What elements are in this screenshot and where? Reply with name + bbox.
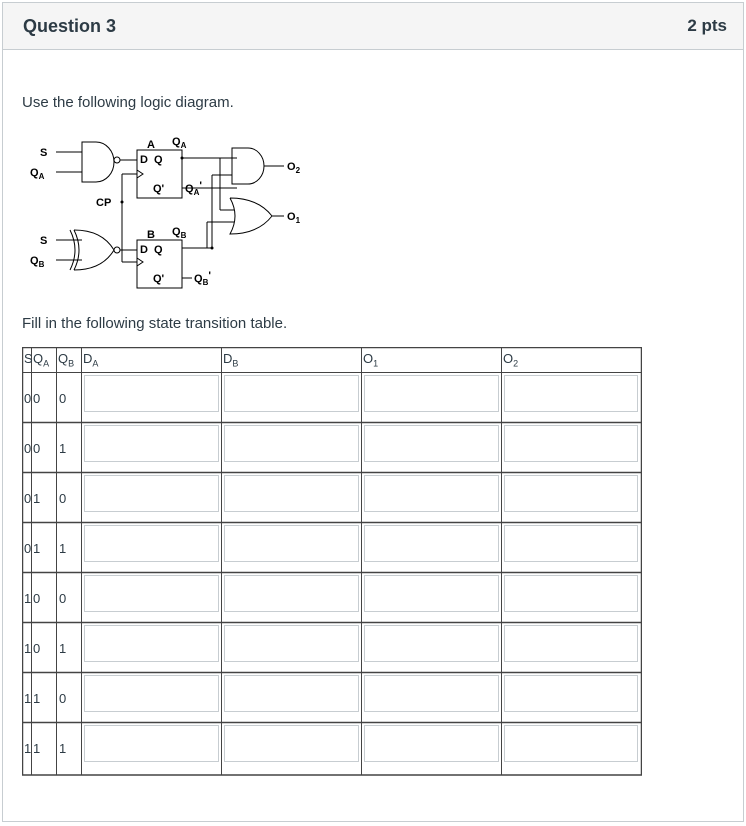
row-2-db-input[interactable] [224,425,359,462]
row-5-db-input[interactable] [224,575,359,612]
header-o2: $O_2$ [503,351,519,369]
question-header [3,3,743,50]
and-gate-top [82,142,114,182]
row-7-qa: 1 [33,691,41,706]
row-2-qb: 1 [59,441,67,456]
row-8-da-input[interactable] [84,725,219,762]
row-1-da-input[interactable] [84,375,219,412]
row-8-db-input[interactable] [224,725,359,762]
question-points: 2 pts [687,16,727,35]
row-1-qb: 0 [59,391,67,406]
row-7-o2-input[interactable] [504,675,638,712]
row-8-o1-input[interactable] [364,725,499,762]
row-8-qa: 1 [33,741,41,756]
row-4-da-input[interactable] [84,525,219,562]
row-7-db-input[interactable] [224,675,359,712]
header-o1: $O_1$ [363,351,379,369]
diagram-label-s-top: S [40,147,48,159]
row-6-qb: 1 [59,641,67,656]
row-6-qa: 0 [33,641,41,656]
diagram-output-o2: $O_2$ [287,161,301,175]
prompt-diagram: Use the following logic diagram. [22,94,234,111]
xor-gate-bottom [74,230,114,270]
row-5-o2-input[interactable] [504,575,638,612]
row-3-s: 0 [24,491,32,506]
row-5-s: 1 [24,591,32,606]
ff-b-out: $Q_B$ [172,226,187,240]
row-6-o2-input[interactable] [504,625,638,662]
row-5-qa: 0 [33,591,41,606]
header-s: S [24,351,33,366]
row-3-qa: 1 [33,491,41,506]
row-3-da-input[interactable] [84,475,219,512]
row-8-o2-input[interactable] [504,725,638,762]
row-1-db-input[interactable] [224,375,359,412]
row-6-db-input[interactable] [224,625,359,662]
row-2-qa: 0 [33,441,41,456]
row-2-da-input[interactable] [84,425,219,462]
row-6-o1-input[interactable] [364,625,499,662]
row-7-s: 1 [24,691,32,706]
ff-a-name: A [147,139,155,151]
row-4-qb: 1 [59,541,67,556]
row-3-db-input[interactable] [224,475,359,512]
row-5-o1-input[interactable] [364,575,499,612]
diagram-output-o1: $O_1$ [287,211,301,225]
ff-a-d: D [140,154,148,166]
header-db: $D_B$ [223,351,239,369]
row-2-o2-input[interactable] [504,425,638,462]
header-qa: $Q_A$ [33,351,50,369]
ff-b-qbar: Q' [153,273,165,285]
row-8-qb: 1 [59,741,67,756]
row-2-s: 0 [24,441,32,456]
diagram-label-cp: CP [96,197,112,209]
ff-b-d: D [140,244,148,256]
row-2-o1-input[interactable] [364,425,499,462]
row-7-da-input[interactable] [84,675,219,712]
or-gate-right [230,198,272,234]
row-5-qb: 0 [59,591,67,606]
row-1-qa: 0 [33,391,41,406]
inverter-bubble-top [114,157,120,163]
row-3-o1-input[interactable] [364,475,499,512]
row-5-da-input[interactable] [84,575,219,612]
logic-diagram [22,130,322,295]
ff-a-out: $Q_A$ [172,136,187,150]
row-7-qb: 0 [59,691,67,706]
row-4-db-input[interactable] [224,525,359,562]
diagram-label-s-bottom: S [40,235,48,247]
state-transition-table [22,347,642,776]
question-title: Question 3 [23,16,117,36]
row-4-qa: 1 [33,541,41,556]
ff-b-out-bar: $Q_B'$ [194,270,211,287]
ff-a-q: Q [154,154,163,166]
row-1-o1-input[interactable] [364,375,499,412]
row-4-s: 0 [24,541,32,556]
row-7-o1-input[interactable] [364,675,499,712]
ff-b-q: Q [154,244,163,256]
prompt-table: Fill in the following state transition table. [22,315,288,332]
row-4-o1-input[interactable] [364,525,499,562]
ff-b-name: B [147,229,155,241]
row-6-s: 1 [24,641,32,656]
row-6-da-input[interactable] [84,625,219,662]
row-1-o2-input[interactable] [504,375,638,412]
and-gate-right [232,148,264,184]
diagram-label-qb-in: $Q_B$ [30,255,45,269]
diagram-label-qa-in: $Q_A$ [30,167,45,181]
row-1-s: 0 [24,391,32,406]
ff-a-out-bar: $Q_A'$ [185,180,202,197]
ff-a-qbar: Q' [153,183,165,195]
row-4-o2-input[interactable] [504,525,638,562]
row-3-o2-input[interactable] [504,475,638,512]
header-qb: $Q_B$ [58,351,75,369]
header-da: $D_A$ [83,351,99,369]
row-8-s: 1 [24,741,32,756]
row-3-qb: 0 [59,491,67,506]
